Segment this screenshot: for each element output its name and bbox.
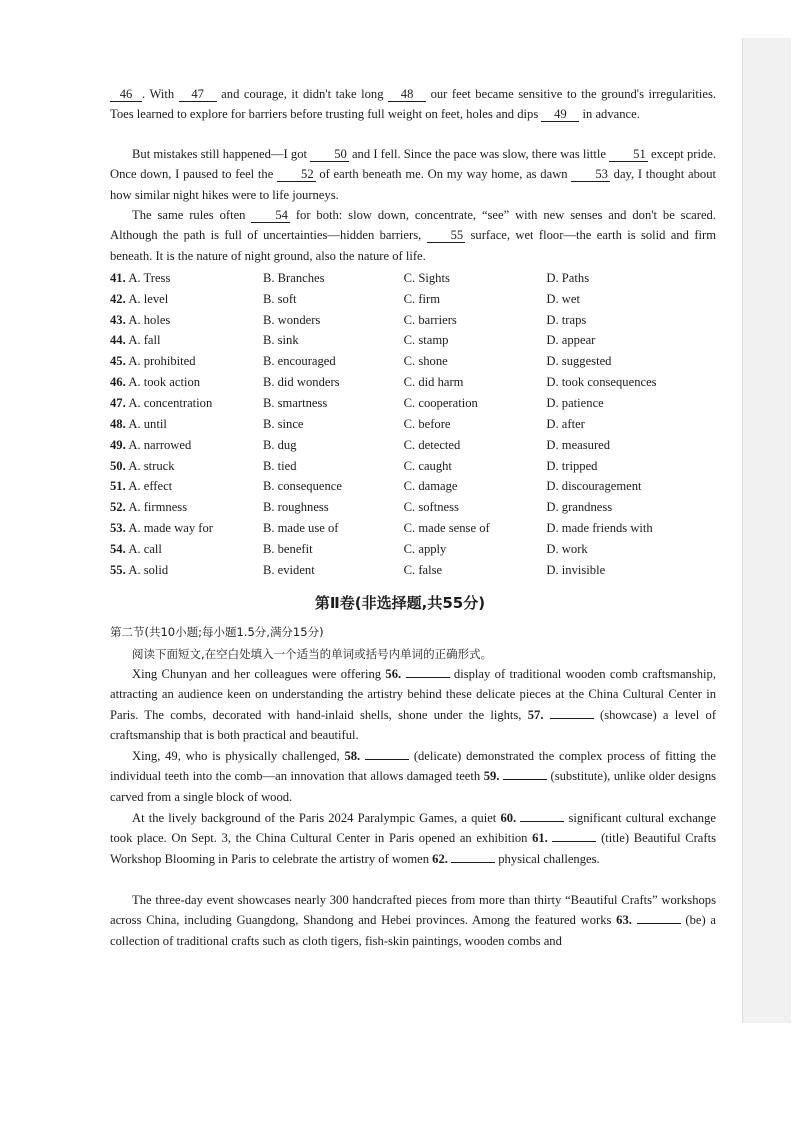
blank-62 (451, 850, 495, 863)
option-c: C. made sense of (403, 521, 490, 536)
cloze-paragraph-1: 46 . With 47 and courage, it didn't take long 48 our feet became sensitive to the ground's irregularities. Toes learned to explore for barriers before trusting full weight on feet, holes and dips 49 in advance. (110, 87, 716, 122)
item-56-number: 56. (385, 667, 402, 681)
option-b: B. dug (262, 437, 297, 452)
item-60-number: 60. (500, 811, 517, 825)
cloze-paragraph-3: The same rules often 54 for both: slow down, concentrate, “see” with new senses and don't be scared. Although the path is full of uncertainties—hidden barriers, 55 surface, wet floor—the earth is solid and firm beneath. It is the nature of night ground, also the nature of life. (110, 208, 717, 263)
option-row (110, 456, 730, 477)
question-number: 43. (110, 312, 126, 327)
option-c: C. firm (403, 291, 441, 306)
blank-61 (552, 829, 596, 842)
question-number: 49. (110, 437, 126, 452)
blank-60 (520, 809, 564, 822)
option-b: B. encouraged (262, 354, 336, 369)
option-row (110, 351, 730, 372)
option-b: B. wonders (262, 312, 321, 327)
blank-55: 55 (427, 228, 466, 243)
item-57-number: 57. (527, 707, 544, 722)
option-b: B. smartness (262, 395, 328, 410)
blank-54: 54 (251, 208, 290, 223)
option-c: C. apply (403, 541, 447, 556)
grammar-paragraph-3: At the lively background of the Paris 2024 Paralympic Games, a quiet 60. significant cultural exchange took place. On Sept. 3, the China Cultural Center in Paris opened an exhibition 61. (title) Beautiful Crafts Workshop Blooming in Paris to celebrate the artistry of women 62. physical challenges. (110, 811, 716, 866)
question-number: 48. (110, 416, 126, 431)
option-c: C. damage (403, 479, 458, 494)
blank-46: 46 (110, 87, 142, 102)
option-row (110, 331, 730, 352)
option-row (110, 268, 730, 289)
blank-57 (550, 706, 594, 719)
question-number: 54. (110, 541, 126, 556)
option-d: D. work (546, 541, 588, 556)
option-row (110, 435, 730, 456)
option-row (110, 539, 730, 560)
question-number: 44. (110, 333, 126, 348)
option-c: C. barriers (403, 312, 457, 327)
option-b: B. tied (262, 458, 297, 473)
option-d: D. invisible (546, 562, 606, 577)
option-c: C. softness (403, 500, 459, 515)
option-c: C. cooperation (403, 395, 478, 410)
question-number: 52. (110, 500, 126, 515)
blank-53: 53 (571, 167, 610, 182)
section-2-title: 第Ⅱ卷(非选择题,共55分) (314, 594, 486, 612)
option-d: D. patience (546, 395, 604, 410)
blank-58 (365, 747, 409, 760)
option-c: C. stamp (403, 333, 449, 348)
option-d: D. traps (546, 312, 587, 327)
option-row (110, 310, 730, 331)
option-row (110, 393, 730, 414)
option-d: D. wet (546, 291, 580, 306)
option-b: B. made use of (262, 521, 339, 536)
option-d: D. suggested (546, 354, 612, 369)
cloze-paragraph-2: But mistakes still happened—I got 50 and I fell. Since the pace was slow, there was little 51 except pride. Once down, I paused to feel the 52 of earth beneath me. On my way home, as dawn 53 day, I thought about how similar night hikes were to life journeys. (110, 147, 717, 202)
option-b: B. benefit (262, 541, 313, 556)
option-b: B. evident (262, 562, 315, 577)
grammar-paragraph-2: Xing, 49, who is physically challenged, 58. (delicate) demonstrated the complex process of fitting the individual teeth into the comb—an innovation that allows damaged teeth 59. (substitute), unlike older designs carved from a single block of wood. (110, 749, 717, 804)
options-table (110, 268, 730, 581)
option-row (110, 560, 730, 581)
option-c: C. did harm (403, 375, 464, 390)
option-d: D. after (546, 416, 585, 431)
option-d: D. Paths (546, 270, 590, 285)
option-a: A. took action (128, 375, 201, 390)
option-row (110, 372, 730, 393)
question-number: 41. (110, 270, 126, 285)
item-61-number: 61. (532, 831, 548, 846)
section-2-subtitle: 第二节(共10小题;每小题1.5分,满分15分) (110, 625, 324, 639)
option-a: A. effect (128, 479, 173, 494)
option-b: B. since (262, 416, 304, 431)
blank-51: 51 (609, 147, 648, 162)
question-number: 51. (110, 479, 126, 494)
page-edge-shadow (742, 38, 791, 1023)
question-number: 47. (110, 395, 126, 410)
option-a: A. prohibited (128, 354, 196, 369)
blank-48: 48 (388, 87, 426, 102)
option-a: A. holes (128, 312, 171, 327)
option-a: A. Tress (128, 270, 171, 285)
option-row (110, 518, 730, 539)
option-c: C. false (403, 562, 443, 577)
option-d: D. grandness (546, 500, 613, 515)
question-number: 55. (110, 562, 126, 577)
option-b: B. Branches (262, 270, 325, 285)
option-a: A. fall (128, 333, 161, 348)
option-c: C. Sights (403, 270, 450, 285)
blank-52: 52 (277, 167, 316, 182)
option-d: D. appear (546, 333, 596, 348)
option-b: B. consequence (262, 479, 342, 494)
item-59-number: 59. (483, 769, 500, 784)
option-a: A. level (128, 291, 169, 306)
question-number: 53. (110, 521, 126, 536)
option-a: A. until (128, 416, 167, 431)
question-number: 45. (110, 354, 126, 369)
option-d: D. discouragement (546, 479, 642, 494)
option-c: C. shone (403, 354, 448, 369)
question-number: 50. (110, 458, 126, 473)
option-row (110, 414, 730, 435)
blank-49: 49 (541, 107, 579, 122)
option-a: A. solid (128, 562, 169, 577)
option-c: C. detected (403, 437, 461, 452)
option-a: A. firmness (128, 500, 188, 515)
option-d: D. made friends with (546, 521, 653, 536)
option-row (110, 289, 730, 310)
option-row (110, 497, 730, 518)
blank-63 (637, 911, 681, 924)
question-number: 46. (110, 375, 126, 390)
option-d: D. measured (546, 437, 611, 452)
option-row (110, 476, 730, 497)
blank-50: 50 (310, 147, 349, 162)
option-a: A. call (128, 541, 162, 556)
option-b: B. did wonders (262, 375, 340, 390)
blank-56 (406, 665, 450, 678)
options-body (110, 268, 730, 581)
option-d: D. took consequences (546, 375, 657, 390)
item-58-number: 58. (344, 749, 361, 763)
blank-59 (503, 767, 547, 780)
option-a: A. narrowed (128, 437, 192, 452)
option-d: D. tripped (546, 458, 598, 473)
blank-47: 47 (179, 87, 217, 102)
option-c: C. caught (403, 458, 452, 473)
option-b: B. soft (262, 291, 297, 306)
grammar-paragraph-4: The three-day event showcases nearly 300 handcrafted pieces from more than thirty “Beautiful Crafts” workshops across China, including Guangdong, Shandong and Hebei provinces. Among the featured works 63. (be) a collection of traditional crafts such as cloth tigers, fish-skin paintings, wooden combs and (110, 893, 716, 948)
grammar-paragraph-1: Xing Chunyan and her colleagues were offering 56. display of traditional wooden comb craftsmanship, attracting an audience keen on understanding the artistry behind these delicate pieces at the China Cultural Center in Paris. The combs, decorated with hand-inlaid shells, shone under the lights, 57. (showcase) a level of craftsmanship that is both practical and beautiful. (110, 667, 717, 743)
item-62-number: 62. (432, 851, 448, 866)
option-b: B. sink (262, 333, 299, 348)
option-c: C. before (403, 416, 451, 431)
option-a: A. concentration (128, 395, 213, 410)
section-2-instruction: 阅读下面短文,在空白处填入一个适当的单词或括号内单词的正确形式。 (132, 647, 493, 661)
option-a: A. struck (128, 458, 175, 473)
question-number: 42. (110, 291, 126, 306)
option-a: A. made way for (128, 521, 213, 536)
option-b: B. roughness (262, 500, 329, 515)
item-63-number: 63. (616, 913, 632, 928)
